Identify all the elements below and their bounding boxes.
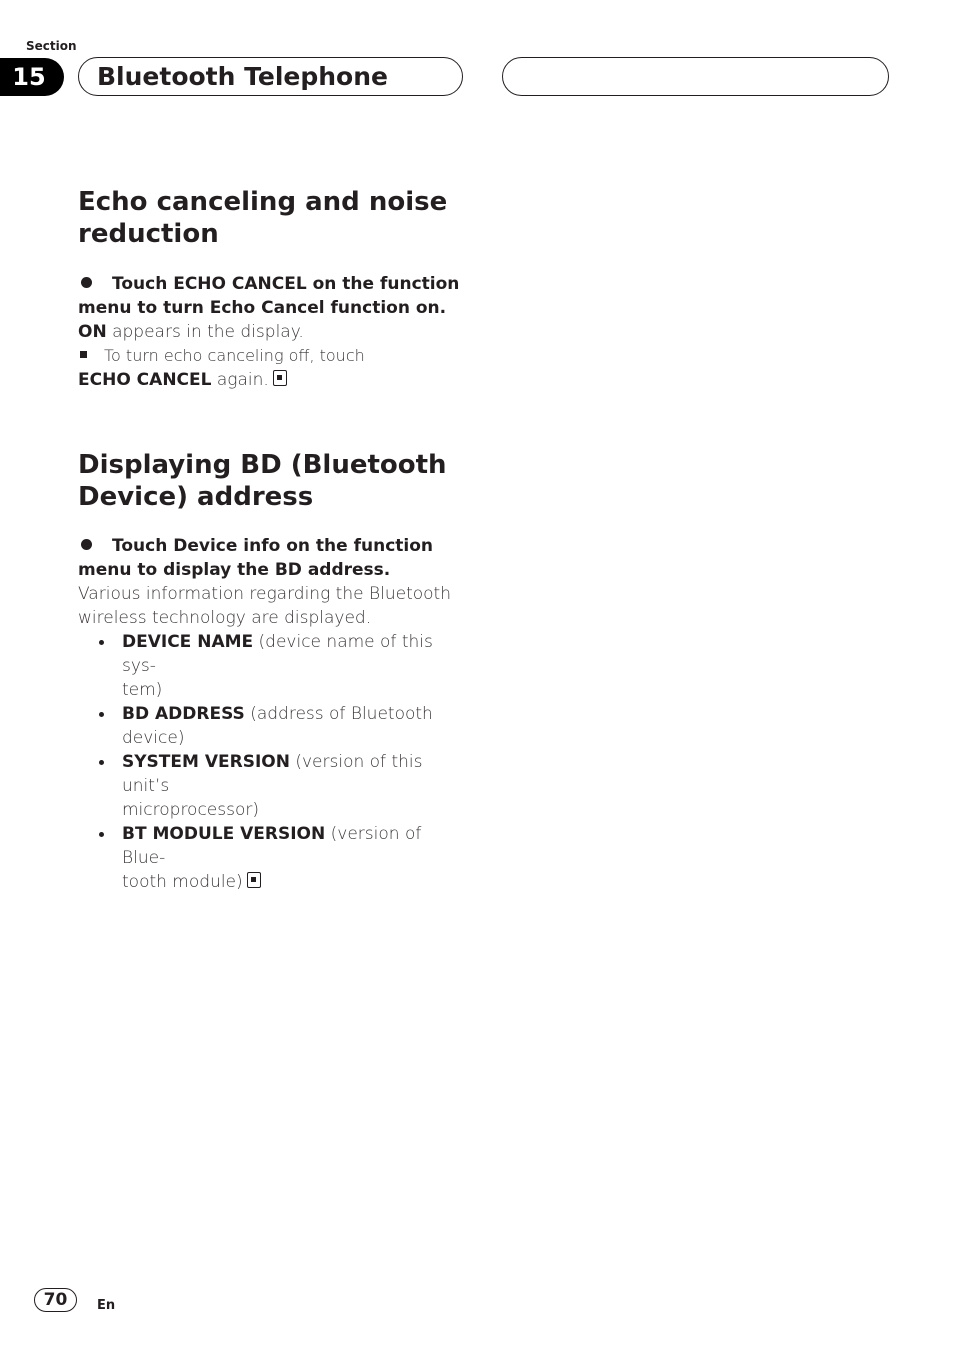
bd-desc-line1: Various information regarding the Bluetooth bbox=[78, 584, 451, 604]
empty-header-pill bbox=[502, 57, 889, 96]
list-item bbox=[78, 702, 468, 750]
end-of-section-icon bbox=[273, 370, 287, 386]
echo-cancel-keyword: ECHO CANCEL bbox=[78, 370, 212, 390]
section-label: Section bbox=[26, 39, 77, 53]
bd-heading-line1: Displaying BD (Bluetooth bbox=[78, 450, 447, 480]
item-text: (address of Bluetooth device) bbox=[122, 704, 433, 748]
item-text: (version of Blue- bbox=[122, 824, 422, 868]
item-keyword: SYSTEM VERSION bbox=[122, 752, 290, 772]
list-item bbox=[78, 630, 468, 702]
bd-step-line1: Touch Device info on the function bbox=[112, 536, 434, 556]
bd-heading-line2: Device) address bbox=[78, 482, 314, 512]
item-text-cont: microprocessor) bbox=[122, 800, 259, 820]
end-of-section-icon bbox=[247, 872, 261, 888]
echo-result-text: appears in the display. bbox=[106, 322, 304, 342]
note-square-icon bbox=[80, 351, 87, 358]
bd-description bbox=[78, 582, 468, 630]
bullet-icon bbox=[99, 640, 104, 645]
echo-section bbox=[78, 186, 468, 392]
step-bullet-icon bbox=[81, 539, 92, 550]
bd-heading bbox=[78, 449, 468, 513]
bd-section bbox=[78, 449, 468, 894]
bullet-icon bbox=[99, 832, 104, 837]
section-title: Bluetooth Telephone bbox=[78, 57, 463, 96]
language-label: En bbox=[97, 1298, 116, 1313]
item-keyword: BD ADDRESS bbox=[122, 704, 245, 724]
bullet-icon bbox=[99, 712, 104, 717]
step-bullet-icon bbox=[81, 277, 92, 288]
bd-desc-line2: wireless technology are displayed. bbox=[78, 608, 372, 628]
echo-step bbox=[78, 272, 468, 320]
bullet-icon bbox=[99, 760, 104, 765]
on-keyword: ON bbox=[78, 322, 107, 342]
bd-step-line2: menu to display the BD address. bbox=[78, 560, 391, 580]
echo-heading bbox=[78, 186, 468, 250]
section-number-badge: 15 bbox=[0, 58, 64, 96]
bd-step bbox=[78, 534, 468, 582]
echo-note-text: again. bbox=[211, 370, 269, 390]
page-number: 70 bbox=[34, 1288, 77, 1312]
item-keyword: BT MODULE VERSION bbox=[122, 824, 326, 844]
echo-step-line2: menu to turn Echo Cancel function on. bbox=[78, 298, 447, 318]
item-keyword: DEVICE NAME bbox=[122, 632, 254, 652]
echo-note bbox=[78, 344, 468, 392]
item-text-cont: tem) bbox=[122, 680, 163, 700]
echo-step-line1: Touch ECHO CANCEL on the function bbox=[112, 274, 460, 294]
item-text-cont: tooth module) bbox=[122, 872, 243, 892]
echo-heading-line2: reduction bbox=[78, 219, 219, 249]
echo-note-line1: To turn echo canceling off, touch bbox=[104, 346, 365, 365]
echo-heading-line1: Echo canceling and noise bbox=[78, 187, 448, 217]
list-item bbox=[78, 822, 468, 894]
echo-result bbox=[78, 320, 468, 344]
list-item bbox=[78, 750, 468, 822]
item-text: (version of this unit’s bbox=[122, 752, 423, 796]
item-text: (device name of this sys- bbox=[122, 632, 433, 676]
bd-info-list bbox=[78, 630, 468, 894]
